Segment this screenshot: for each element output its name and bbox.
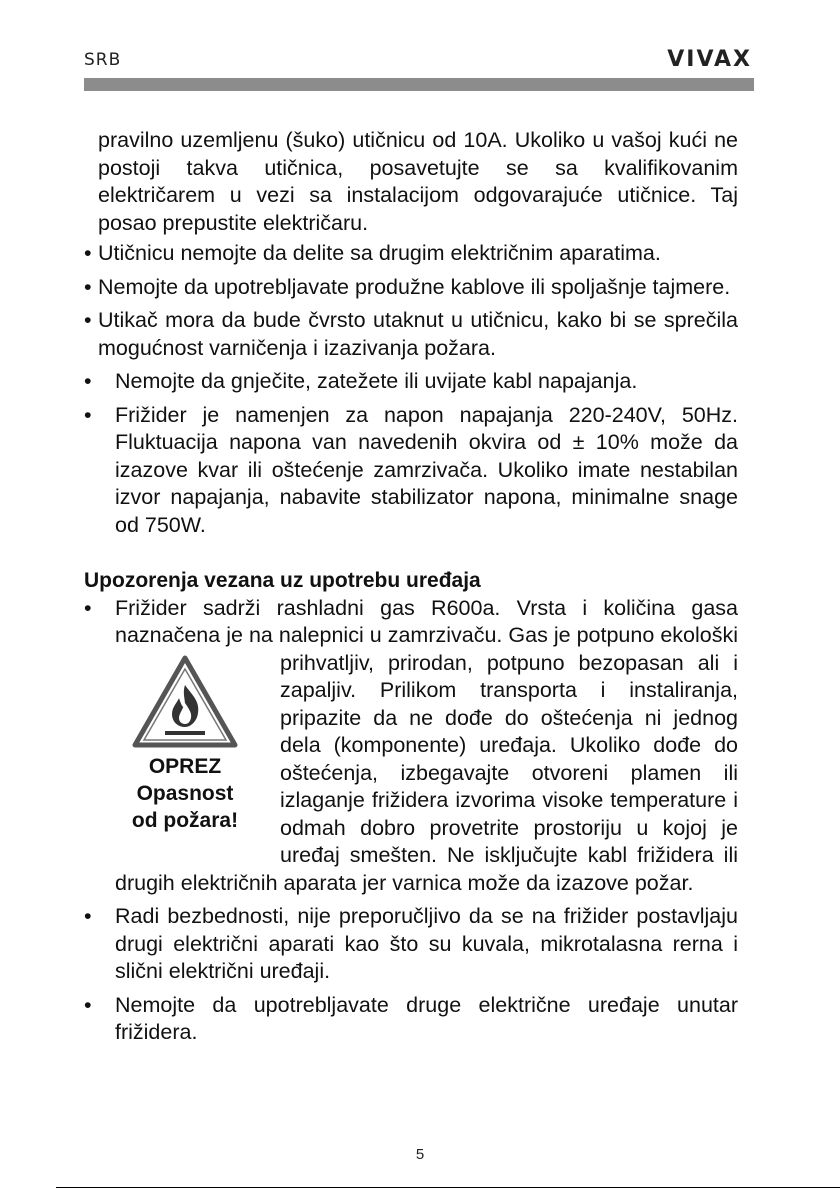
bullet-icon: • [84,308,92,332]
bullet-icon: • [84,595,92,620]
intro-paragraph: pravilno uzemljenu (šuko) utičnicu od 10A. Ukoliko u vašoj kući ne postoji takva utičnica, posavetujte se sa kvalifikovanim električarem u vezi sa instalacijom odgovarajuće utičnice. Taj posao prepustite električaru. [98,128,738,235]
bullet-icon: • [84,369,92,393]
bullet-icon: • [84,402,92,427]
list-item: • Nemojte da upotrebljavate druge električne uređaje unutar frižidera. [84,992,738,1044]
flammable-warning-icon [132,655,238,749]
fire-warning-box [95,650,275,845]
header-lang: SRB [84,50,122,70]
page-number: 5 [415,1146,425,1163]
warning-danger-label: Opasnost [136,781,234,805]
page-content [84,127,738,1047]
bullet-icon: • [84,904,92,928]
bullet-icon: • [84,241,92,265]
gas-rest-text: ekološki prihvatljiv, prirodan, potpuno bezopasan ali i zapaljiv. Prilikom transporta i instaliranja, pripazite da ne dođe do oštećenja ni jednog dela (komponente) uređaja. Ukoliko dođe do oštećenja, izbegavajte otvoreni plamen ili izlaganje frižidera izvorima visoke temperature i odmah dobro provetrite prostoriju u kojoj je uređaj smešten. Ne isključujte kabl frižidera ili drugih električnih aparata jer varnica može da izazove požar. [115,623,738,895]
brand-logo: VIVAX [667,47,752,72]
list-item: • Nemojte da upotrebljavate produžne kablove ili spoljašnje tajmere. [84,274,738,302]
list-item: • Utičnicu nemojte da delite sa drugim električnim aparatima. [84,240,738,268]
list-item: • Frižider je namenjen za napon napajanja 220-240V, 50Hz. Fluktuacija napona van navedenih okvira od ± 10% može da izazove kvar ili oštećenje zamrzivača. Ukoliko imate nestabilan izvor napajanja, nabavite stabilizator napona, minimalne snage od 750W. [84,402,738,537]
bullet-icon: • [84,274,92,299]
gas-intro-text: Frižider sadrži rashladni gas R600a. Vrsta i količina gasa naznačena je na nalepnici u zamrzivaču. Gas je potpuno [115,595,738,647]
header-bar [84,78,754,91]
footer-line [56,1187,840,1188]
section-heading: Upozorenja vezana uz upotrebu uređaja [84,569,481,592]
list-item: • Radi bezbednosti, nije preporučljivo da se na frižider postavljaju drugi električni aparati kao što su kuvala, mikrotalasna rerna i slični električni uređaji. [84,904,738,983]
list-item: • Nemojte da gnječite, zatežete ili uvijate kabl napajanja. [84,368,738,396]
warning-caution-label: OPREZ [148,754,222,778]
bullet-icon: • [84,992,92,1017]
warning-fire-label: od požara! [131,808,239,832]
list-item [84,595,738,898]
list-item: • Utikač mora da bude čvrsto utaknut u utičnicu, kako bi se sprečila mogućnost varničenja i izazivanja požara. [84,308,738,360]
